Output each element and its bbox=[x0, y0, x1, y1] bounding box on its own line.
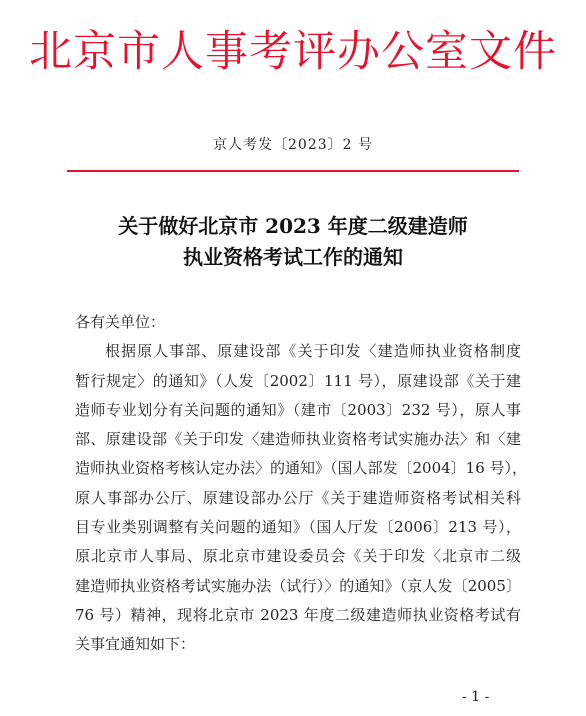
masthead-title: 北京市人事考评办公室文件 bbox=[29, 27, 557, 77]
document-number: 京人考发〔2023〕2 号 bbox=[213, 137, 373, 153]
notice-title-line-2: 执业资格考试工作的通知 bbox=[183, 245, 403, 269]
body-line: 造师执业资格考核认定办法〉的通知》（国人部发〔2004〕16 号）， bbox=[75, 459, 528, 478]
body-line: 关事宜通知如下： bbox=[75, 635, 196, 654]
body-line: 目专业类别调整有关问题的通知》（国人厅发〔2006〕213 号）， bbox=[75, 518, 521, 537]
body-line: 根据原人事部、原建设部《关于印发〈建造师执业资格制度 bbox=[105, 342, 521, 361]
body-line: 部、原建设部《关于印发〈建造师执业资格考试实施办法〉和〈建 bbox=[75, 430, 521, 449]
notice-body bbox=[75, 308, 528, 660]
notice-title bbox=[0, 211, 586, 273]
addressee: 各有关单位： bbox=[75, 313, 166, 331]
body-line: 建造师执业资格考试实施办法（试行）〉的通知》（京人发〔2005〕 bbox=[75, 576, 521, 595]
body-line: 76 号）精神，现将北京市 2023 年度二级建造师执业资格考试有 bbox=[75, 605, 521, 624]
notice-title-line-1: 关于做好北京市 2023 年度二级建造师 bbox=[118, 214, 468, 238]
body-line: 原北京市人事局、原北京市建设委员会《关于印发〈北京市二级 bbox=[75, 547, 521, 566]
body-line: 原人事部办公厅、原建设部办公厅《关于建造师资格考试相关科 bbox=[75, 488, 521, 507]
body-line: 暂行规定〉的通知》（人发〔2002〕111 号），原建设部《关于建 bbox=[75, 371, 521, 390]
masthead-divider bbox=[67, 170, 519, 172]
page-number: - 1 - bbox=[462, 689, 490, 705]
body-line: 造师专业划分有关问题的通知》（建市〔2003〕232 号），原人事 bbox=[75, 400, 521, 419]
